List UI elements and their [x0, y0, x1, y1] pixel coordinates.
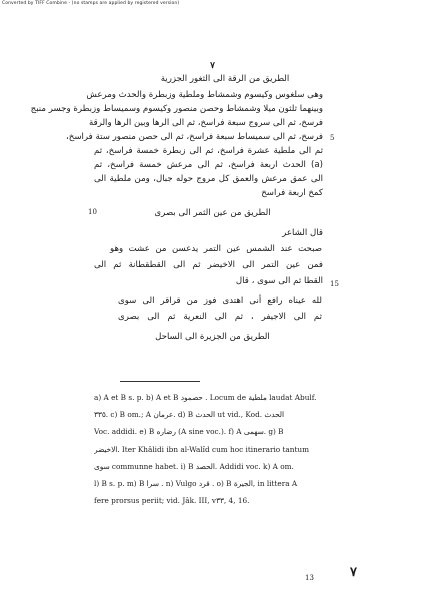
section-heading-2: الطريق من عين الثمر الى بصرى [154, 208, 271, 218]
body-line: (a) الحدث اربعة فراسخ، ثم الى مرعش خمسة فراسخ، ثم [94, 160, 323, 170]
footnote-line: fere prorsus periit; vid. Jâk. III, v٣٣, 4, 16. [94, 496, 250, 506]
body-line: كمخ اربعة فراسخ [261, 188, 323, 198]
footnote-line: a) A et B s. p. b) A et B حصمود . Locum de ملطية laudat Abulf. [94, 393, 317, 402]
footnote-line: سوى communne habet. i) B الحصد. Addidi voc. k) A om. [94, 461, 294, 471]
section-heading-1: الطريق من الرقة الى الثغور الجزرية [160, 74, 290, 84]
section-heading-3: الطريق من الجزيرة الى الساحل [155, 332, 270, 342]
body-line: فرسخ، ثم الى سروج سبعة فراسخ، ثم الى الرها وبين الرها والرقة [88, 118, 323, 128]
footnote-line: ٣٣٥. c) B om.; A عرمان. d) B الحدث ut vid., Kod. الحدث [94, 410, 285, 420]
body-line: صبحت عند الشمس عين التمر يدعسن من عشت وهو [110, 244, 322, 254]
body-line: وبينهما ثلثون ميلا وشمشاط وحصن منصور وكيسوم وسميساط وزبطرة وجسر منبج [30, 104, 323, 114]
line-number: 5 [330, 134, 335, 142]
footer-signature: 13 [305, 574, 314, 582]
body-line: وهى سلغوس وكيسوم وشمشاط وملطية وزبطرة والحدث ومرعش [86, 90, 323, 100]
body-line: فمن عين التمر الى الاخيضر ثم الى القطقطانة ثم الى [94, 260, 323, 270]
footnote-separator [120, 381, 200, 382]
footnote-line: الاخيضر. Iter Khâlidi ibn al-Walîd cum hoc itinerario tantum [94, 444, 310, 454]
body-line: ثم الى ملطية عشرة فراسخ، ثم الى زبطرة خمسة فراسخ، ثم [94, 146, 323, 156]
converter-notice: Converted by TIFF Combine - (no stamps are applied by registered version) [2, 1, 180, 6]
footer-page-number: ٧ [350, 565, 357, 580]
line-number: 10 [88, 208, 97, 216]
body-line: فرسخ، ثم الى سميساط سبعة فراسخ، ثم الى حصن منصور ستة فراسخ، [66, 132, 323, 142]
footnotes [94, 389, 324, 509]
body-line: الى عمق مرعش والعمق كل مروج حوله جبال، ومن ملطية الى [94, 174, 323, 184]
footnote-line: Voc. addidi. e) B رضاره (A sine voc.). f) A سهمى. g) B [94, 427, 284, 437]
body-line: القطا ثم الى سوى ، قال [235, 276, 323, 286]
line-number: 15 [330, 280, 339, 288]
page-number-top: ٧ [210, 61, 215, 71]
footnote-line: l) B s. p. m) B سرا . n) Vulgo قرد . o) B الجيرة, in littera A [94, 479, 298, 489]
verse-line: لله عيناه رافع أنى اهتدى فوز من قراقر الى سوى [118, 296, 322, 306]
poet-label: قال الشاعر [282, 228, 323, 238]
verse-line: ثم الى الاجيفر ، ثم الى النعرية ثم الى بصرى [118, 312, 322, 322]
